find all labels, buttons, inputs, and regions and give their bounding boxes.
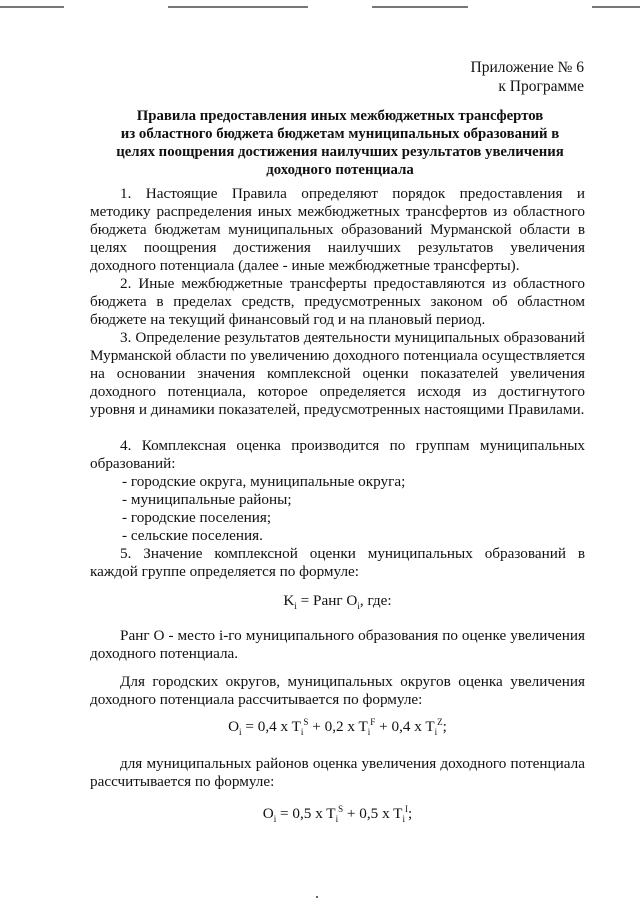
formula-city-districts: $O_i = 0,4$ x $T_i^S + 0,2$ x $T_i^F + 0,4$ x $T_i^Z$; [228,716,447,738]
paragraph-municipal-districts: для муниципальных районов оценка увеличения доходного потенциала рассчитывается по формуле: [90,755,585,790]
appendix-program: к Программе [498,78,584,95]
scan-edge-mark [592,6,640,8]
paragraph-city-districts: Для городских округов, муниципальных округов оценка увеличения доходного потенциала рассчитывается по формуле: [90,673,585,708]
title-line: Правила предоставления иных межбюджетных трансфертов [136,108,544,124]
group-list-item: - сельские поселения. [122,527,263,544]
title-line: целях поощрения достижения наилучших результатов увеличения [116,144,564,160]
document-title [96,107,584,179]
paragraph-rank-definition: Ранг O - место i-го муниципального образования по оценке увеличения доходного потенциала. [90,627,585,662]
paragraph-2: 2. Иные межбюджетные трансферты предоставляются из областного бюджета в пределах средств, предусмотренных законом об областном бюджете на текущий финансовый год и на плановый период. [90,275,585,328]
formula-rank: $K_i$ = Ранг $O_i$, где: [283,592,392,612]
appendix-reference [471,58,584,96]
group-list-item: - муниципальные районы; [122,491,292,508]
scan-edge-mark [372,6,468,8]
appendix-number: Приложение № 6 [470,59,584,76]
formula-municipal-districts: $O_i = 0,5$ x $T_i^S + 0,5$ x $T_i^I$; [262,803,413,825]
group-list-item: - городские поселения; [122,509,272,526]
title-line: из областного бюджета бюджетам муниципальных образований в [120,126,560,142]
paragraph-1: 1. Настоящие Правила определяют порядок предоставления и методику распределения иных межбюджетных трансфертов из областного бюджета бюджетам муниципальных образований Мурманской области в целях поощрения достижения наилучших результатов увеличения доходного потенциала (далее - иные межбюджетные трансферты). [90,185,585,274]
scan-speck [316,896,318,898]
group-list-item: - городские округа, муниципальные округа; [122,473,406,490]
scan-edge-mark [0,6,64,8]
title-line: доходного потенциала [266,162,414,178]
scan-edge-mark [168,6,308,8]
paragraph-5: 5. Значение комплексной оценки муниципальных образований в каждой группе определяется по формуле: [90,545,585,580]
paragraph-4: 4. Комплексная оценка производится по группам муниципальных образований: [90,437,585,472]
paragraph-3: 3. Определение результатов деятельности муниципальных образований Мурманской области по увеличению доходного потенциала осуществляется на основании значения комплексной оценки показателей увеличения доходного потенциала, которое определяется исходя из достигнутого уровня и динамики показателей, предусмотренных настоящими Правилами. [90,329,585,418]
